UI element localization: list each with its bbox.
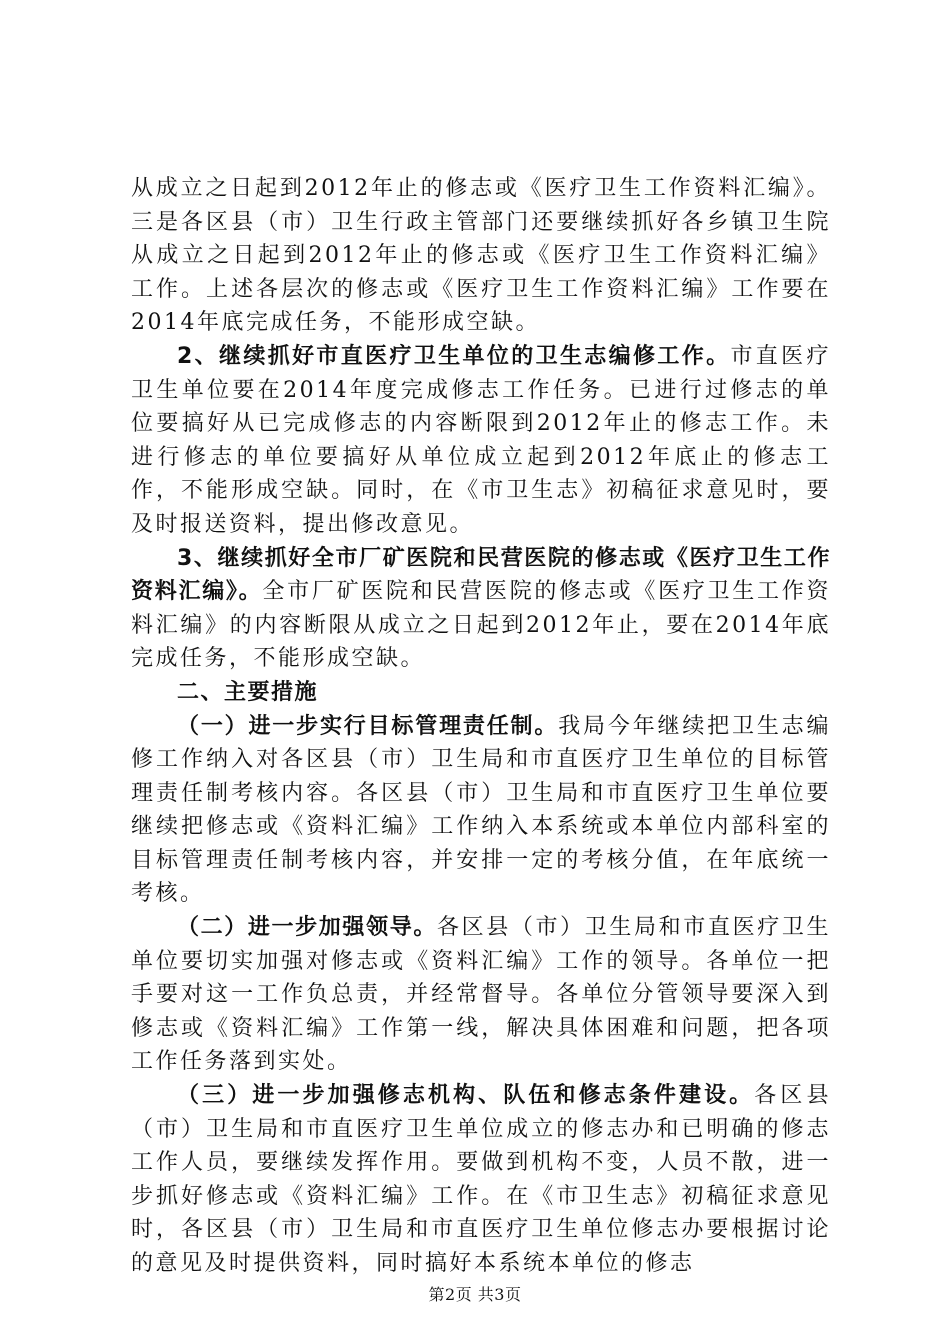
paragraph-measure-3 (131, 1079, 831, 1281)
section-heading: 二、主要措施 (177, 679, 319, 705)
paragraph-heading: 2、继续抓好市直医疗卫生单位的卫生志编修工作。 (177, 343, 731, 369)
paragraph-heading: （一）进一步实行目标管理责任制。 (177, 713, 559, 739)
paragraph-item-3 (131, 542, 831, 676)
paragraph-heading: （二）进一步加强领导。 (177, 915, 437, 941)
paragraph-text: 市直医疗卫生单位要在2014年度完成修志工作任务。已进行过修志的单位要搞好从已完成修志的内容断限到2012年止的修志工作。未进行修志的单位要搞好从单位成立起到2012年底止的修志工作，不能形成空缺。同时，在《市卫生志》初稿征求意见时，要及时报送资料，提出修改意见。 (131, 343, 831, 537)
paragraph-text: 全市厂矿医院和民营医院的修志或《医疗卫生工作资料汇编》的内容断限从成立之日起到2012年止，要在2014年底完成任务，不能形成空缺。 (131, 579, 831, 672)
paragraph-item-2 (131, 340, 831, 542)
paragraph-text: 我局今年继续把卫生志编修工作纳入对各区县（市）卫生局和市直医疗卫生单位的目标管理责任制考核内容。各区县（市）卫生局和市直医疗卫生单位要继续把修志或《资料汇编》工作纳入本系统或本单位内部科室的目标管理责任制考核内容，并安排一定的考核分值，在年底统一考核。 (131, 713, 831, 907)
paragraph-text: 从成立之日起到2012年止的修志或《医疗卫生工作资料汇编》。三是各区县（市）卫生行政主管部门还要继续抓好各乡镇卫生院从成立之日起到2012年止的修志或《医疗卫生工作资料汇编》工作。上述各层次的修志或《医疗卫生工作资料汇编》工作要在2014年底完成任务，不能形成空缺。 (131, 176, 831, 336)
paragraph-text: 各区县（市）卫生局和市直医疗卫生单位成立的修志办和已明确的修志工作人员，要继续发挥作用。要做到机构不变，人员不散，进一步抓好修志或《资料汇编》工作。在《市卫生志》初稿征求意见时，各区县（市）卫生局和市直医疗卫生单位修志办要根据讨论的意见及时提供资料，同时搞好本系统本单位的修志 (131, 1083, 831, 1276)
page-number-footer: 第2页 共3页 (428, 1285, 522, 1304)
paragraph-continuation (131, 172, 831, 340)
section-heading-measures (131, 676, 831, 710)
paragraph-heading: 3、继续抓好全市厂矿医院和民营医院的修志或《医疗卫生工作资料汇编》。 (131, 545, 831, 605)
paragraph-measure-2 (131, 911, 831, 1079)
paragraph-measure-1 (131, 710, 831, 912)
paragraph-text: 各区县（市）卫生局和市直医疗卫生单位要切实加强对修志或《资料汇编》工作的领导。各单位一把手要对这一工作负总责，并经常督导。各单位分管领导要深入到修志或《资料汇编》工作第一线，解决具体困难和问题，把各项工作任务落到实处。 (131, 915, 831, 1075)
paragraph-heading: （三）进一步加强修志机构、队伍和修志条件建设。 (177, 1083, 755, 1109)
document-body (131, 172, 831, 1281)
